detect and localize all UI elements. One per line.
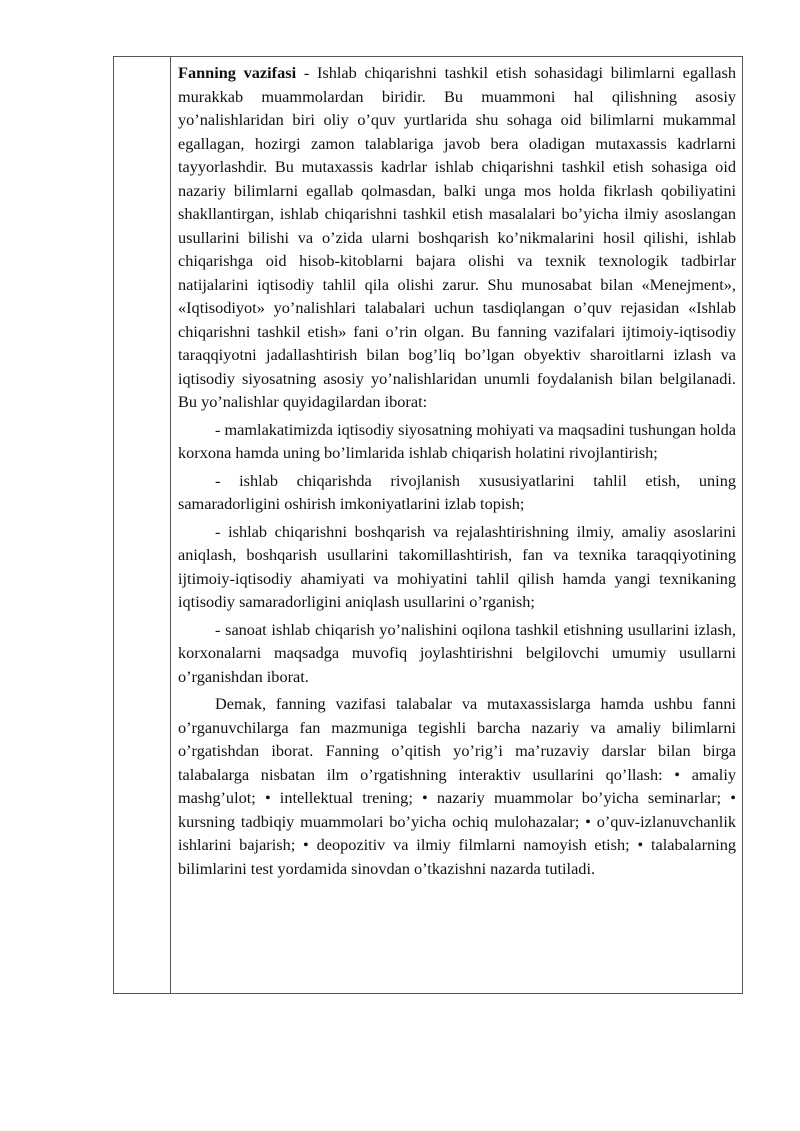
list-item: - sanoat ishlab chiqarish yo’nalishini oqilona tashkil etishning usullarini izlash, korxonalarni maqsadga muvofiq joylashtirishni belgilovchi umumiy usullarni o’rganishdan iborat. [178, 619, 736, 686]
intro-paragraph [178, 61, 736, 414]
conclusion-paragraph: Demak, fanning vazifasi talabalar va mutaxassislarga hamda ushbu fanni o’rganuvchilarga fan mazmuniga tegishli barcha nazariy va amaliy bilimlarni o’rgatishdan iborat. Fanning o’qitish yo’rig’i ma’ruzaviy darslar bilan birga talabalarga nisbatan ilm o’rgatishning interaktiv usullarini qo’llash: • amaliy mashg’ulot; • intellektual trening; • nazariy muammolar bo’yicha seminarlar; • kursning tadbiqiy muammolari bo’yicha ochiq mulohazalar; • o’quv-izlanuvchanlik ishlarini bajarish; • deopozitiv va ilmiy filmlarni namoyish etish; • talabalarning bilimlarini test yordamida sinovdan o’tkazishni nazarda tutiladi. [178, 694, 736, 878]
document-table [113, 56, 743, 994]
content-cell [178, 61, 736, 880]
list-item: - ishlab chiqarishda rivojlanish xususiyatlarini tahlil etish, uning samaradorligini oshirish imkoniyatlarini izlab topish; [178, 470, 736, 513]
list-item: - mamlakatimizda iqtisodiy siyosatning mohiyati va maqsadini tushungan holda korxona hamda uning bo’limlarida ishlab chiqarish holatini rivojlantirish; [178, 419, 736, 462]
intro-text: - Ishlab chiqarishni tashkil etish sohasidagi bilimlarni egallash murakkab muammolardan biridir. Bu muammoni hal qilishning asosiy yo’nalishlaridan biri oliy o’quv yurtlarida shu sohaga oid bilimlarni mukammal egallagan, hozirgi zamon talablariga javob bera oladigan mutaxassis kadrlarni tayyorlashdir. Bu mutaxassis kadrlar ishlab chiqarishni tashkil etish sohasiga oid nazariy bilimlarni egallab qolmasdan, balki unga mos holda fikrlash qobiliyatini shakllantirgan, ishlab chiqarishni tashkil etish masalalari bo’yicha ilmiy asoslangan usullarini bilishi va o’zida ularni boshqarish ko’nikmalarini hosil qilishi, ishlab chiqarishga oid hisob-kitoblarni bajara olishi va texnik texnologik tadbirlar natijalarini iqtisodiy tahlil qila olishi zarur. Shu munosabat bilan «Menejment», «Iqtisodiyot» yo’nalishlari talabalari uchun tasdiqlangan o’quv rejasidan «Ishlab chiqarishni tashkil etish» fani o’rin olgan. Bu fanning vazifalari ijtimoiy-iqtisodiy taraqqiyotni jadallashtirish bilan bog’liq bo’lgan obyektiv sharoitlarni izlash va iqtisodiy siyosatning asosiy yo’nalishlaridan unumli foydalanish bilan belgilanadi. Bu yo’nalishlar quyidagilardan iborat: [178, 63, 736, 411]
table-column-divider [170, 57, 171, 993]
list-item: - ishlab chiqarishni boshqarish va rejalashtirishning ilmiy, amaliy asoslarini aniqlash, boshqarish usullarini takomillashtirish, fan va texnika taraqqiyotining ijtimoiy-iqtisodiy ahamiyati va mohiyatini tahlil qilish hamda yangi texnikaning iqtisodiy samaradorligini aniqlash usullarini o’rganish; [178, 521, 736, 611]
section-heading: Fanning vazifasi [178, 63, 297, 82]
